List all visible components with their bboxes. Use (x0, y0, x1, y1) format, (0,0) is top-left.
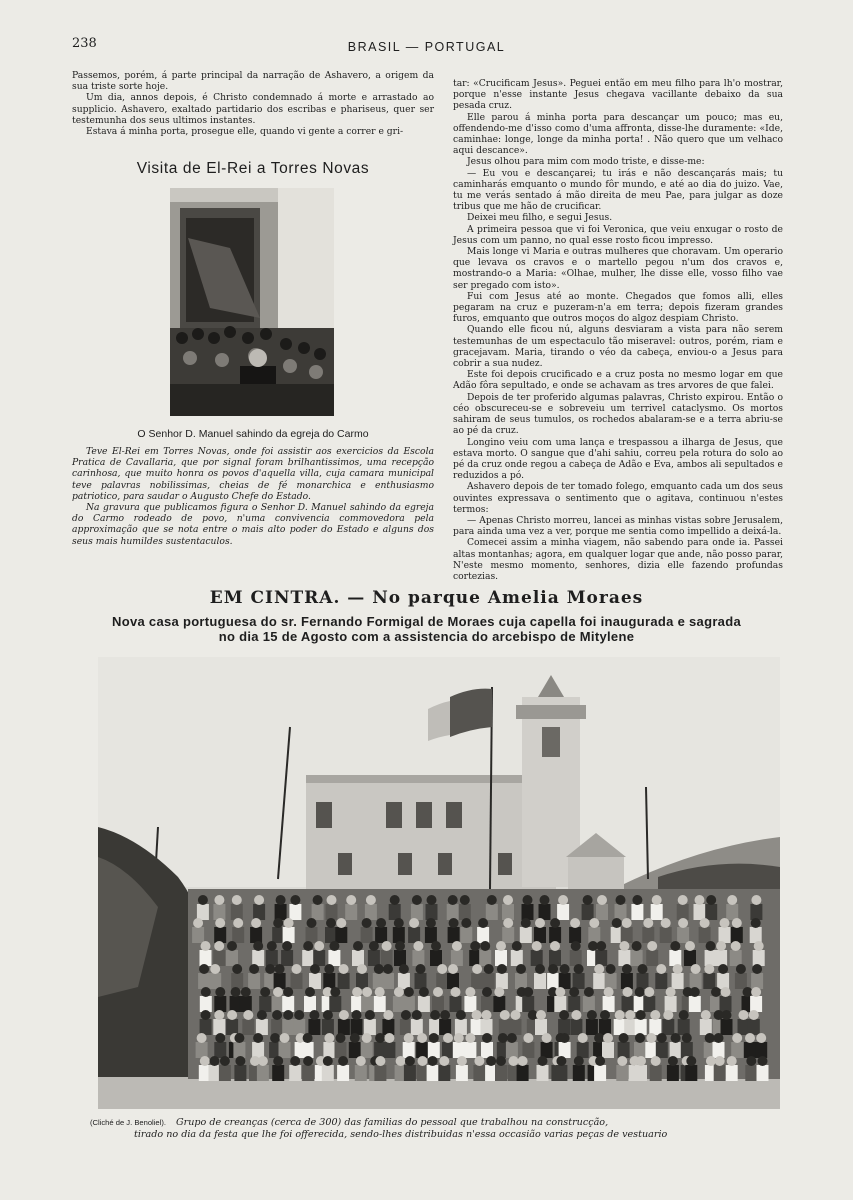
paragraph: A primeira pessoa que vi foi Veronica, que veiu enxugar o rosto de Jesus com um panno, no qual esse rosto ficou impresso. (453, 223, 783, 246)
paragraph: tar: «Crucificam Jesus». Peguei então em meu filho para lh'o mostrar, porque n'esse instante Jesus chegava vacillante debaixo da sua pesada cruz. (453, 78, 783, 112)
paragraph: Comecei assim a minha viagem, não sabendo para onde ia. Passei altas montanhas; agora, em qualquer logar que ande, não posso parar, N'este mesmo momento, senhores, dizia elle fazendo profundas cortezias. (453, 537, 783, 582)
paragraph: Na gravura que publicamos figura o Senhor D. Manuel sahindo da egreja do Carmo rodeado de povo, n'uma convivencia commovedora pela approximação que se nota entre o mais alto poder do Estado e alguns dos seus mais humildes sustentaculos. (72, 502, 434, 547)
photo-caption: Grupo de creanças (cerca de 300) das familias do pessoal que trabalhou na construcção, (175, 1117, 609, 1128)
paragraph: Teve El-Rei em Torres Novas, onde foi assistir aos exercicios da Escola Pratica de Cavallaria, que por signal foram brilhantissimos, uma recepção carinhosa, que muito honra os povos d'aquella villa, cuja camara municipal teve palavras nobilissimas, cheias de fé monarchica e enthusiasmo patriotico, para saudar o Augusto Chefe do Estado. (72, 446, 434, 502)
photo-credit: (Cliché de J. Benoliel). (90, 1118, 166, 1127)
paragraph: Um dia, annos depois, é Christo condemnado á morte e arrastado ao supplicio. Ashavero, exaltado partidario dos escribas e phariseus, quer ser testemunha dos seus ultimos instantes. (72, 92, 434, 126)
paragraph: Longino veiu com uma lança e trespassou a ilharga de Jesus, que estava morto. O sangue que d'ahi sahiu, correu pela rotura do solo ao pé da cruz onde regou a cabeça de Adão e Eva, ambos ali sepultados e reduzidos a pó. (453, 436, 783, 482)
paragraph: Quando elle ficou nú, alguns desviaram a vista para não serem testemunhas de um espectaculo tão miseravel: outros, porém, riam e gracejavam. Maria, tirando o véo da cabeça, enviou-o a Jesus para cobrir a sua nudez. (453, 324, 783, 370)
section-title: Visita de El-Rei a Torres Novas (136, 160, 370, 177)
photo-king-leaving-church (170, 188, 334, 416)
paragraph: — Apenas Christo morreu, lancei as minhas vistas sobre Jerusalem, para ainda uma vez a ver, porque me sentia como impellido a deixá-la. (453, 514, 783, 538)
paragraph: Ashavero depois de ter tomado folego, emquanto cada um dos seus ouvintes expressava o sentimento que o agitava, continuou n'estes termos: (453, 481, 783, 515)
cintra-subheadline: Nova casa portuguesa do sr. Fernando Formigal de Moraes cuja capella foi inaugurada e sagrada (112, 614, 741, 629)
photo-caption: tirado no dia da festa que lhe foi offerecida, sendo-lhes distribuidas n'essa occasião varias peças de vestuario (134, 1129, 668, 1140)
paragraph: Jesus olhou para mim com modo triste, e disse-me: (467, 156, 705, 168)
photo-caption-block (90, 1117, 790, 1141)
photo-children-group-cintra (98, 657, 780, 1109)
paragraph: Este foi depois crucificado e a cruz posta no mesmo logar em que Adão fôra sepultado, e onde se achavam as tres arvores de que falei. (453, 369, 783, 392)
paragraph: Fui com Jesus até ao monte. Chegados que fomos alli, elles pegaram na cruz e puzeram-n'a em terra; depois fizeram grandes furos, emquanto que outros moços do algoz despiam Christo. (453, 290, 783, 325)
paragraph: Depois de ter proferido algumas palavras, Christo expirou. Então o céo obscureceu-se e sobreveiu um terrivel cataclysmo. Os mortos sahiram de seus tumulos, os rochedos abalaram-se e a terra abriu-se ao pé da cruz. (453, 391, 783, 437)
page-number: 238 (72, 36, 97, 51)
paragraph: Mais longe vi Maria e outras mulheres que choravam. Um operario que levava os cravos e o martello pegou n'um dos cravos e, mostrando-o a Maria: «Olhae, mulher, lhe disse elle, vosso filho vae ser pregado com isto». (453, 246, 783, 291)
left-top-text (72, 70, 434, 137)
left-bottom-text (72, 446, 434, 547)
cintra-subheadline: no dia 15 de Agosto com a assistencia do arcebispo de Mitylene (218, 629, 635, 644)
paragraph: Elle parou á minha porta para descançar um pouco; mas eu, offendendo-me d'isso como d'uma affronta, disse-lhe duramente: «Ide, caminhae: longe, longe da minha porta! . Não quero que um velhaco aqui descance». (453, 111, 783, 157)
cintra-headline: EM CINTRA. — No parque Amelia Moraes (209, 588, 644, 608)
photo-caption: O Senhor D. Manuel sahindo da egreja do Carmo (137, 428, 369, 440)
right-column-text (453, 78, 783, 582)
paragraph: Deixei meu filho, e segui Jesus. (467, 212, 613, 224)
running-head: BRASIL — PORTUGAL (347, 40, 506, 54)
paragraph: Estava á minha porta, prosegue elle, quando vi gente a correr e gri- (86, 126, 404, 138)
paragraph: Passemos, porém, á parte principal da narração de Ashavero, a origem da sua triste sorte hoje. (72, 70, 434, 93)
paragraph: — Eu vou e descançarei; tu irás e não descançarás mais; tu caminharás emquanto o mundo fôr mundo, e até ao dia do juizo. Vae, tu me verás sentado á mão direita de meu Pae, para julgar as doze tribus que me hão de crucificar. (453, 167, 783, 213)
